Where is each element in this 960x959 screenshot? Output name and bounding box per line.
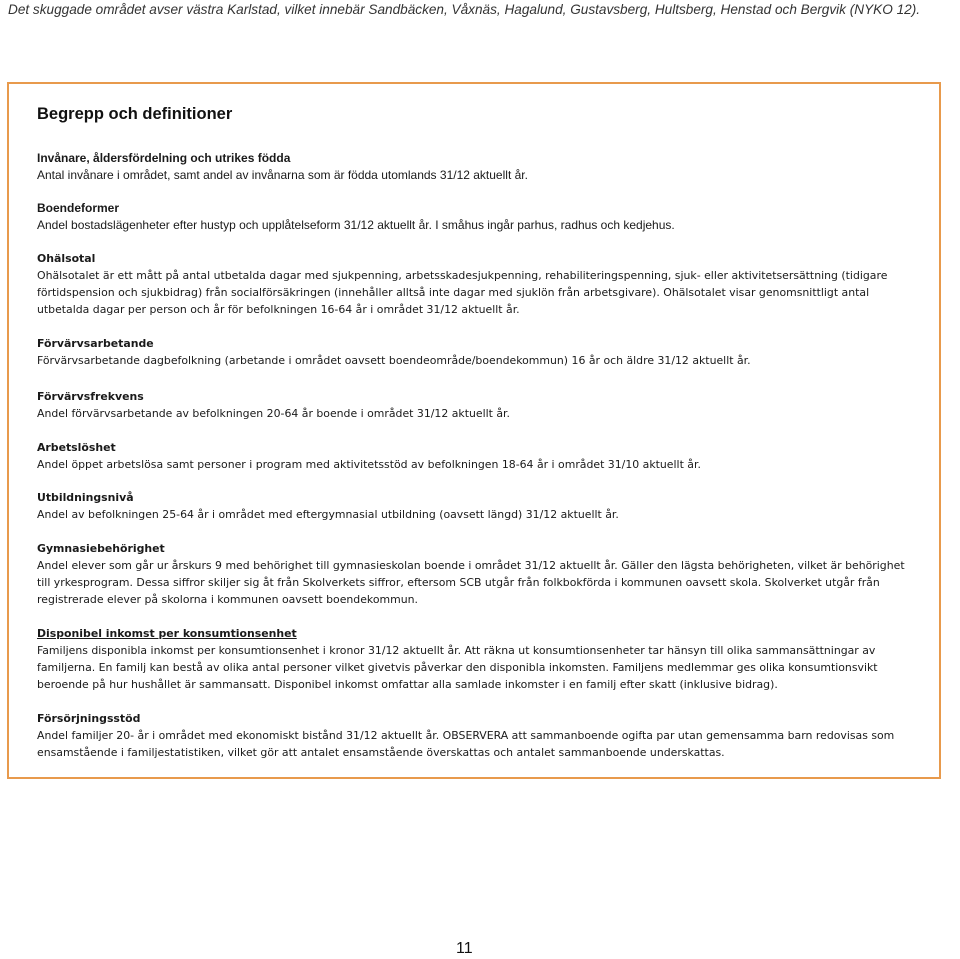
header-caption: Det skuggade området avser västra Karlstad, vilket innebär Sandbäcken, Våxnäs, Hagalund, Gustavsberg, Hultsberg, Henstad och Bergvik (NYKO 12). (8, 2, 921, 17)
definition-text: Andel bostadslägenheter efter hustyp och upplåtelseform 31/12 aktuellt år. I småhus ingår parhus, radhus och kedjehus. (37, 218, 675, 232)
definition-text: Förvärvsarbetande dagbefolkning (arbetande i området oavsett boendeområde/boendekommun) 16 år och äldre 31/12 aktuellt år. (37, 354, 751, 367)
definition-term: Gymnasiebehörighet (37, 542, 165, 555)
definition-term: Utbildningsnivå (37, 491, 134, 504)
definition-invanare (37, 150, 917, 184)
definition-forsorjningsstod (37, 710, 917, 761)
definitions-box (7, 82, 941, 779)
definition-term: Boendeformer (37, 201, 120, 215)
definition-term: Ohälsotal (37, 252, 96, 265)
box-title: Begrepp och definitioner (37, 105, 233, 123)
definition-text: Familjens disponibla inkomst per konsumtionsenhet i kronor 31/12 aktuellt år. Att räkna ut konsumtionsenheter tar hänsyn till olika sammansättningar av familjerna. En familj kan bestå av olika antal personer vilket givetvis påverkar den disponibla inkomsten. Familjens medlemmar ges olika konsumtionsvikt beroende på hur hushållet är sammansatt. Disponibel inkomst omfattar alla samlade inkomster i en familj efter skatt (inklusive bidrag). (37, 644, 878, 691)
definition-ohalsotal (37, 250, 917, 318)
definition-arbetsloshet (37, 439, 917, 473)
definition-text: Andel elever som går ur årskurs 9 med behörighet till gymnasieskolan boende i området 31/12 aktuellt år. Gäller den lägsta behörigheten, vilket är behörighet till yrkesprogram. Dessa siffror skiljer sig åt från Skolverkets siffror, eftersom SCB utgår från folkbokförda i kommunen oavsett skola. Skolverket utgår från registrerade elever på skolorna i kommunen oavsett boendekommun. (37, 559, 905, 606)
definition-utbildningsniva (37, 489, 917, 523)
definition-text: Andel familjer 20- år i området med ekonomiskt bistånd 31/12 aktuellt år. OBSERVERA att sammanboende ogifta par utan gemensamma barn redovisas som ensamstående i familjestatistiken, vilket gör att antalet ensamstående överskattas och antalet sammanboende underskattas. (37, 729, 895, 759)
definition-term: Försörjningsstöd (37, 712, 141, 725)
definition-forvarvsfrekvens (37, 388, 917, 422)
page-number: 11 (456, 940, 473, 957)
definition-disponibel-inkomst (37, 625, 917, 693)
definition-text: Antal invånare i området, samt andel av invånarna som är födda utomlands 31/12 aktuellt år. (37, 168, 528, 182)
definition-gymnasiebehorighet (37, 540, 917, 608)
definition-text: Andel av befolkningen 25-64 år i området med eftergymnasial utbildning (oavsett längd) 31/12 aktuellt år. (37, 508, 619, 521)
definition-term: Förvärvsfrekvens (37, 390, 144, 403)
definition-term: Invånare, åldersfördelning och utrikes födda (37, 151, 291, 165)
definition-term: Disponibel inkomst per konsumtionsenhet (37, 627, 297, 640)
definition-text: Andel öppet arbetslösa samt personer i program med aktivitetsstöd av befolkningen 18-64 år i området 31/10 aktuellt år. (37, 458, 701, 471)
definition-forvarvsarbetande (37, 335, 917, 369)
definition-term: Arbetslöshet (37, 441, 116, 454)
definition-text: Ohälsotalet är ett mått på antal utbetalda dagar med sjukpenning, arbetsskadesjukpenning, rehabiliteringspenning, sjuk- eller aktivitetsersättning (tidigare förtidspension och sjukbidrag) från socialförsäkringen (innehåller alltså inte dagar med sjuklön från arbetsgivare). Ohälsotalet visar genomsnittligt antal utbetalda dagar per person och år för befolkningen 16-64 år i området 31/12 aktuellt år. (37, 269, 888, 316)
definition-term: Förvärvsarbetande (37, 337, 154, 350)
definition-text: Andel förvärvsarbetande av befolkningen 20-64 år boende i området 31/12 aktuellt år. (37, 407, 510, 420)
definition-boendeformer (37, 200, 917, 234)
